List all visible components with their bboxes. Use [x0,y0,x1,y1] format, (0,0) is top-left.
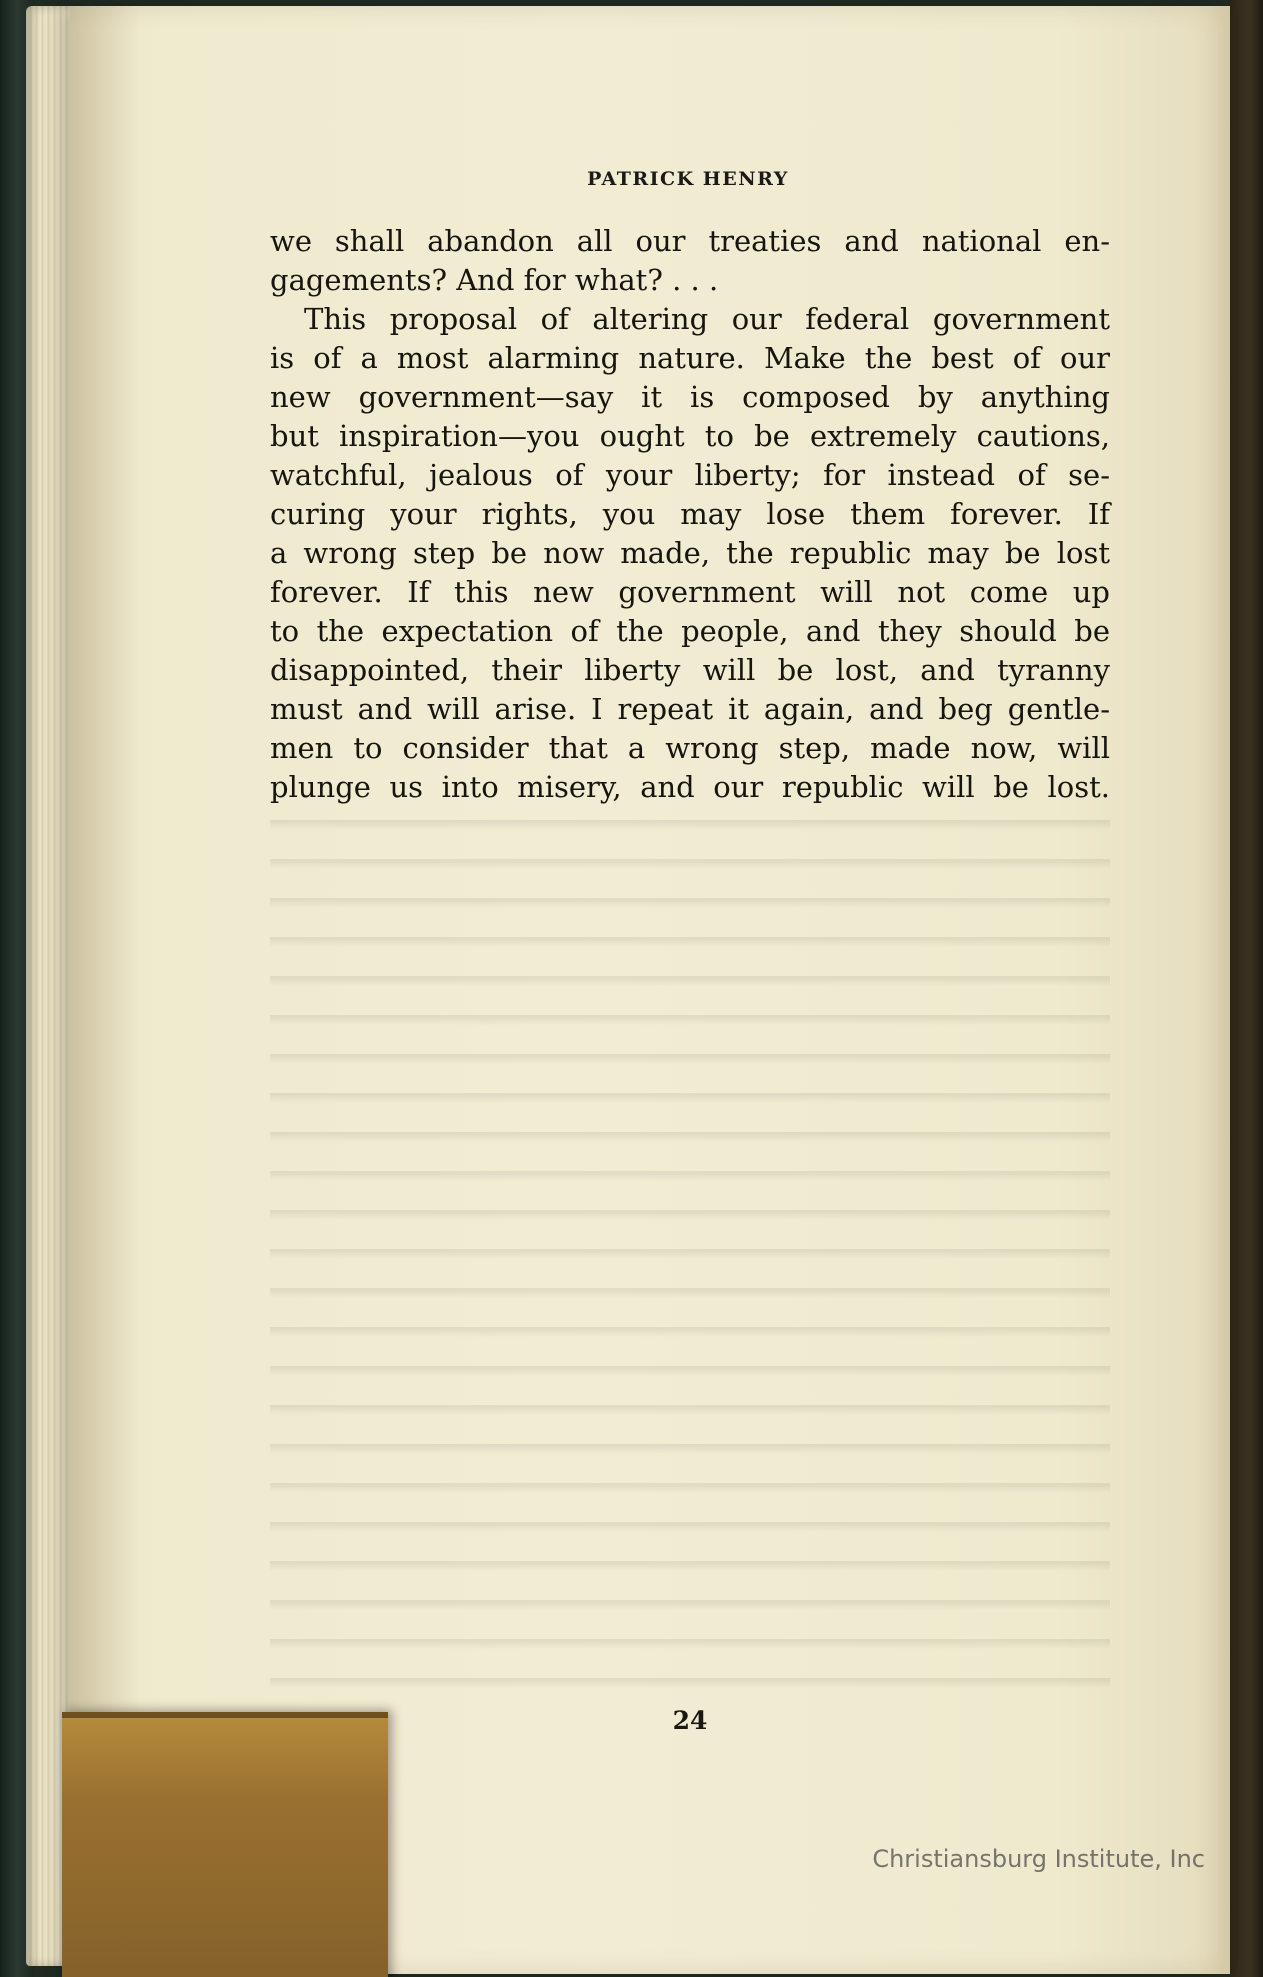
text-line: disappointed, their liberty will be lost, and tyranny [270,653,1110,687]
text-line: new government—say it is composed by anything [270,380,1110,414]
text-line: we shall abandon all our treaties and national en- [270,224,1110,258]
text-line: is of a most alarming nature. Make the best of our [270,341,1110,375]
running-head: PATRICK HENRY [587,168,789,190]
gutter-shadow [70,6,140,1974]
book-cover-right [1229,0,1263,1977]
text-line: gagements? And for what? . . . [270,263,719,297]
text-line: men to consider that a wrong step, made now, will [270,731,1110,765]
text-line: to the expectation of the people, and they should be [270,614,1110,648]
book-stand-block [62,1712,388,1977]
text-line: forever. If this new government will not come up [270,575,1110,609]
text-line: curing your rights, you may lose them forever. If [270,497,1110,531]
text-line: watchful, jealous of your liberty; for instead of se- [270,458,1110,492]
text-line: This proposal of altering our federal government [304,302,1110,336]
body-text [270,222,1110,807]
text-line: but inspiration—you ought to be extremely cautions, [270,419,1110,453]
watermark: Christiansburg Institute, Inc [872,1845,1205,1873]
text-line: a wrong step be now made, the republic may be lost [270,536,1110,570]
text-line: must and will arise. I repeat it again, and beg gentle- [270,692,1110,726]
page-number: 24 [672,1706,708,1735]
text-line: plunge us into misery, and our republic will be lost. [270,770,1110,804]
show-through-text [270,820,1110,1700]
